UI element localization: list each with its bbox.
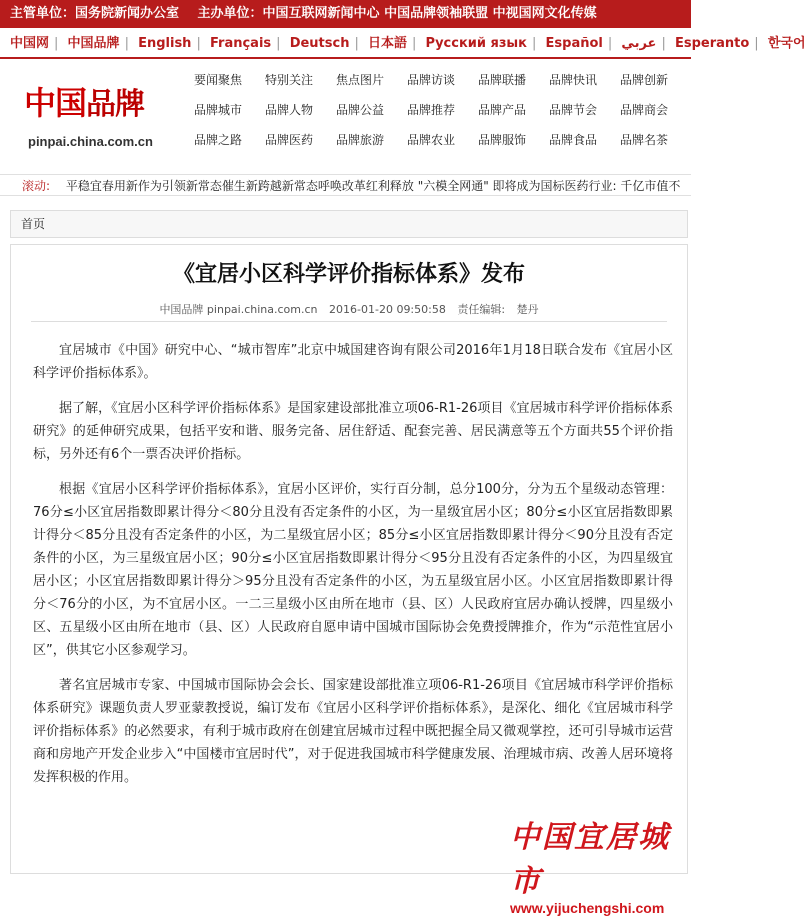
lang-german[interactable]: Deutsch — [289, 36, 350, 51]
lang-japanese[interactable]: 日本語 — [368, 36, 408, 51]
watermark-url: www.yijuchengshi.com — [510, 900, 665, 916]
nav-item[interactable]: 品牌旅游 — [336, 132, 385, 147]
divider — [31, 321, 667, 322]
top-banner — [0, 0, 691, 28]
lang-korean[interactable]: 한국어 — [767, 36, 806, 51]
watermark-logo — [510, 812, 690, 916]
nav-item[interactable]: 品牌名茶 — [620, 132, 669, 147]
language-bar: 中国网 | 中国品牌 | English | Français | Deutsch | 日本語 | Русский язык | Español | عربي | Esperanto | 한국어 — [0, 28, 691, 59]
nav-item[interactable]: 特别关注 — [265, 72, 314, 87]
lang-english[interactable]: English — [138, 36, 192, 51]
breadcrumb — [10, 210, 688, 238]
ticker-label: 滚动: — [22, 179, 51, 193]
nav-item[interactable]: 品牌人物 — [265, 102, 314, 117]
news-ticker — [0, 174, 691, 196]
nav-item[interactable]: 品牌访谈 — [407, 72, 456, 87]
article-paragraph: 据了解，《宜居小区科学评价指标体系》是国家建设部批准立项06-R1-26项目《宜居城市科学评价指标体系研究》的延伸研究成果，包括平安和谐、服务完备、居住舒适、配套完善、居民满意等五个方面共55个评价指标，另外还有6个一票否决评价指标。 — [33, 401, 673, 462]
nav-item[interactable]: 品牌联播 — [478, 72, 527, 87]
article-paragraph: 著名宜居城市专家、中国城市国际协会会长、国家建设部批准立项06-R1-26项目《宜居城市科学评价指标体系研究》课题负责人罗亚蒙教授说，编订发布《宜居小区科学评价指标体系》，是深化、细化《宜居城市科学评价指标体系》的必然要求，有利于城市政府在创建宜居城市过程中既把握全局又微观掌控，还可引导城市运营商和房地产开发企业步入“中国楼市宜居时代”，对于促进我国城市科学健康发展、治理城市病、改善人居环境将发挥积极的作用。 — [33, 678, 673, 785]
article-title: 《宜居小区科学评价指标体系》发布 — [172, 261, 525, 287]
nav-row — [186, 94, 686, 124]
nav-item[interactable]: 品牌产品 — [478, 102, 527, 117]
lang-russian[interactable]: Русский язык — [425, 36, 528, 51]
article — [10, 244, 688, 874]
lang-arabic[interactable]: عربي — [621, 36, 657, 51]
nav-item[interactable]: 品牌服饰 — [478, 132, 527, 147]
organizer-text: 主办单位：中国互联网新闻中心 中国品牌领袖联盟 中视国网文化传媒 — [197, 6, 597, 21]
article-meta — [11, 301, 687, 317]
nav-item[interactable]: 品牌快讯 — [549, 72, 598, 87]
nav-item[interactable]: 品牌商会 — [620, 102, 669, 117]
nav-item[interactable]: 品牌之路 — [194, 132, 243, 147]
nav-item[interactable]: 焦点图片 — [336, 72, 385, 87]
article-body — [33, 339, 673, 801]
logo-brand-text: 品牌 — [86, 87, 145, 122]
logo-mark-text: 中国 — [24, 84, 87, 122]
main-nav — [186, 64, 686, 154]
lang-french[interactable]: Français — [209, 36, 272, 51]
ticker-text[interactable]: 平稳宜春用新作为引领新常态催生新跨越新常态呼唤改革红利释放 "六模全网通" 即将成为国标医药行业: 千亿市值不 — [65, 179, 681, 193]
lang-chinanet[interactable]: 中国网 — [10, 36, 50, 51]
article-paragraph: 宜居城市《中国》研究中心、“城市智库”北京中城国建咨询有限公司2016年1月18日联合发布《宜居小区科学评价指标体系》。 — [33, 343, 673, 381]
nav-item[interactable]: 品牌公益 — [336, 102, 385, 117]
article-paragraph: 根据《宜居小区科学评价指标体系》，宜居小区评价，实行百分制，总分100分，分为五个星级动态管理：76分≤小区宜居指数即累计得分＜80分且没有否定条件的小区，为一星级宜居小区；80分≤小区宜居指数即累计得分＜85分且没有否定条件的小区，为二星级宜居小区；85分≤小区宜居指数即累计得分＜90分且没有否定条件的小区，为三星级宜居小区；90分≤小区宜居指数即累计得分＜95分且没有否定条件的小区，为四星级宜居小区；小区宜居指数即累计得分＞95分且没有否定条件的小区，为五星级宜居小区。小区宜居指数即累计得分＜76分的小区，为不宜居小区。一二三星级小区由所在地市（县、区）人民政府宜居办确认授牌，四星级小区、五星级小区由所在地市（县、区）人民政府自愿申请中国城市国际协会免费授牌推介，作为“示范性宜居小区”，供其它小区参观学习。 — [33, 482, 673, 658]
nav-item[interactable]: 品牌城市 — [194, 102, 243, 117]
logo-wordmark — [24, 78, 184, 124]
nav-item[interactable]: 品牌节会 — [549, 102, 598, 117]
nav-item[interactable]: 品牌创新 — [620, 72, 669, 87]
article-source: 中国品牌 pinpai.china.com.cn — [159, 303, 318, 316]
watermark-name: 中国宜居城市 — [510, 820, 670, 899]
site-logo[interactable] — [24, 78, 184, 158]
lang-spanish[interactable]: Español — [545, 36, 603, 51]
nav-item[interactable]: 品牌推荐 — [407, 102, 456, 117]
nav-row — [186, 64, 686, 94]
nav-row — [186, 124, 686, 154]
lang-chinabrand[interactable]: 中国品牌 — [67, 36, 120, 51]
article-editor-label: 责任编辑: — [457, 303, 506, 316]
nav-item[interactable]: 品牌医药 — [265, 132, 314, 147]
nav-item[interactable]: 要闻聚焦 — [194, 72, 243, 87]
sponsor-text: 主管单位：国务院新闻办公室 — [10, 6, 180, 21]
logo-url: pinpai.china.com.cn — [28, 134, 153, 149]
lang-esperanto[interactable]: Esperanto — [674, 36, 750, 51]
nav-item[interactable]: 品牌农业 — [407, 132, 456, 147]
article-editor: 楚丹 — [516, 303, 539, 316]
article-datetime: 2016-01-20 09:50:58 — [329, 303, 446, 316]
breadcrumb-home[interactable]: 首页 — [21, 217, 46, 231]
nav-item[interactable]: 品牌食品 — [549, 132, 598, 147]
